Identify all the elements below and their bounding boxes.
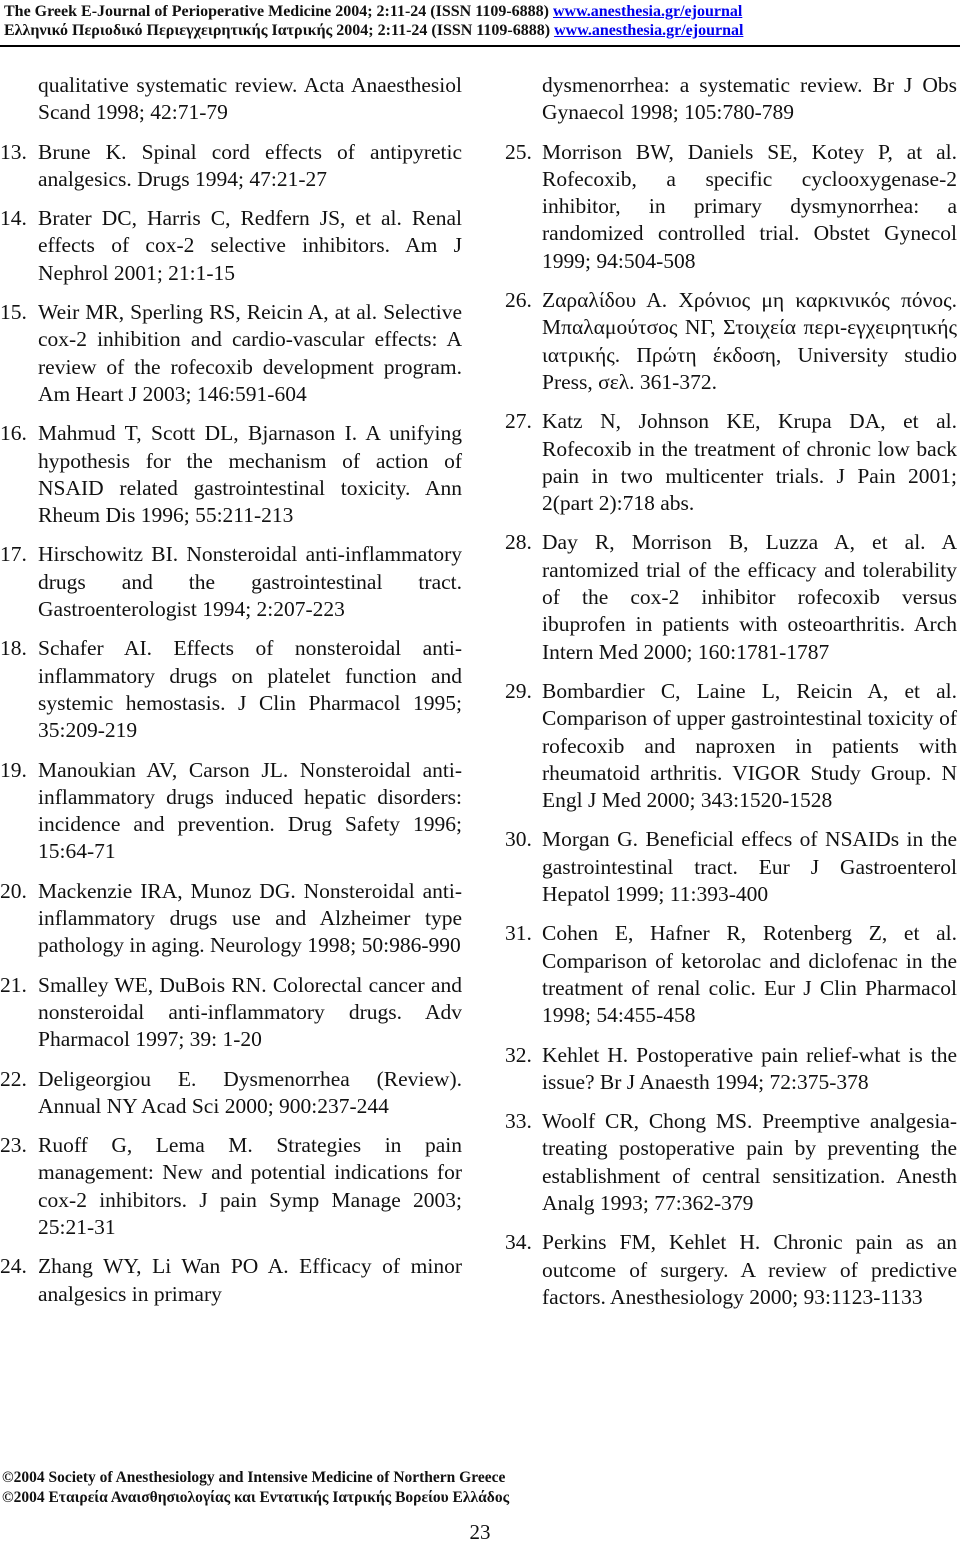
reference-continuation: qualitative systematic review. Acta Anaesthesiol Scand 1998; 42:71-79 xyxy=(38,73,462,125)
reference-text: Ruoff G, Lema M. Strategies in pain management: New and potential indications for cox-2 inhibitors. J pain Symp Manage 2003; 25:21-31 xyxy=(38,1133,462,1239)
reference-13 xyxy=(0,139,462,194)
reference-number: 28. xyxy=(505,530,532,555)
reference-text: Brater DC, Harris C, Redfern JS, et al. Renal effects of cox-2 selective inhibitors. Am J Nephrol 2001; 21:1-15 xyxy=(38,206,462,285)
reference-text: Perkins FM, Kehlet H. Chronic pain as an outcome of surgery. A review of predictive factors. Anesthesiology 2000; 93:1123-1133 xyxy=(542,1230,957,1309)
journal-header xyxy=(4,2,956,40)
reference-28 xyxy=(505,529,957,665)
reference-number: 20. xyxy=(0,878,27,903)
reference-23 xyxy=(0,1132,462,1241)
reference-number: 33. xyxy=(505,1109,532,1134)
reference-number: 18. xyxy=(0,636,27,661)
reference-25 xyxy=(505,139,957,275)
copyright-english: ©2004 Society of Anesthesiology and Intensive Medicine of Northern Greece xyxy=(2,1469,506,1486)
reference-33 xyxy=(505,1108,957,1217)
reference-text: Hirschowitz BI. Nonsteroidal anti-inflammatory drugs and the gastrointestinal tract. Gastroenterologist 1994; 2:207-223 xyxy=(38,542,462,622)
reference-34 xyxy=(505,1229,957,1311)
journal-link-greek[interactable]: www.anesthesia.gr/ejournal xyxy=(554,22,744,39)
reference-number: 30. xyxy=(505,827,532,852)
reference-text: Katz N, Johnson KE, Krupa DA, et al. Rofecoxib in the treatment of chronic low back pain in two multicenter trials. J Pain 2001; 2(part 2):718 abs. xyxy=(542,409,957,516)
reference-number: 17. xyxy=(0,542,27,567)
reference-number: 23. xyxy=(0,1133,27,1158)
reference-19 xyxy=(0,757,462,866)
journal-link-english[interactable]: www.anesthesia.gr/ejournal xyxy=(552,3,743,20)
reference-text: Mahmud T, Scott DL, Bjarnason I. A unifying hypothesis for the mechanism of action of NSAID related gastrointestinal toxicity. Ann Rheum Dis 1996; 55:211-213 xyxy=(38,421,462,528)
reference-20 xyxy=(0,878,462,960)
copyright-footer xyxy=(2,1468,509,1508)
reference-number: 26. xyxy=(505,288,532,313)
reference-17 xyxy=(0,541,462,623)
reference-text: Woolf CR, Chong MS. Preemptive analgesia-treating postoperative pain by preventing the establishment of central sensitization. Anesth Analg 1993; 77:362-379 xyxy=(542,1109,957,1215)
reference-18 xyxy=(0,635,462,744)
reference-text: Zhang WY, Li Wan PO A. Efficacy of minor analgesics in primary xyxy=(38,1254,462,1306)
reference-15 xyxy=(0,299,462,408)
reference-text: Bombardier C, Laine L, Reicin A, et al. Comparison of upper gastrointestinal toxicity of rofecoxib and naproxen in patients with rheumatoid arthritis. VIGOR Study Group. N Engl J Med 2000; 343:1520-1528 xyxy=(542,678,957,813)
header-divider xyxy=(0,45,960,47)
reference-29 xyxy=(505,678,957,814)
reference-number: 31. xyxy=(505,921,532,946)
reference-text: Schafer AI. Effects of nonsteroidal anti-inflammatory drugs on platelet function and systemic hemostasis. J Clin Pharmacol 1995; 35:209-219 xyxy=(38,636,462,743)
reference-16 xyxy=(0,420,462,529)
reference-continuation: dysmenorrhea: a systematic review. Br J Obs Gynaecol 1998; 105:780-789 xyxy=(542,73,957,125)
reference-number: 32. xyxy=(505,1042,532,1067)
header-line-greek-text: Ελληνικό Περιοδικό Περιεγχειρητικής Ιατρικής 2004; 2:11-24 (ISSN 1109-6888) xyxy=(4,22,555,39)
reference-number: 14. xyxy=(0,206,27,231)
reference-number: 19. xyxy=(0,757,27,782)
reference-text: Ζαραλίδου Α. Χρόνιος μη καρκινικός πόνος. Μπαλαμούτσος ΝΓ, Στοιχεία περι-εγχειρητικής ιατρικής. Πρώτη έκδοση, University studio Press, σελ. 361-372. xyxy=(542,288,957,394)
header-line-english xyxy=(4,2,956,21)
reference-text: Deligeorgiou E. Dysmenorrhea (Review). Annual NY Acad Sci 2000; 900:237-244 xyxy=(38,1066,462,1118)
reference-text: Smalley WE, DuBois RN. Colorectal cancer and nonsteroidal anti-inflammatory drugs. Adv Pharmacol 1997; 39: 1-20 xyxy=(38,972,462,1052)
reference-number: 16. xyxy=(0,421,27,446)
reference-number: 15. xyxy=(0,300,27,325)
reference-text: Brune K. Spinal cord effects of antipyretic analgesics. Drugs 1994; 47:21-27 xyxy=(38,139,462,191)
reference-number: 13. xyxy=(0,139,27,164)
reference-text: Manoukian AV, Carson JL. Nonsteroidal anti-inflammatory drugs induced hepatic disorders: incidence and prevention. Drug Safety 1996; 15:64-71 xyxy=(38,757,462,864)
reference-number: 25. xyxy=(505,139,532,164)
reference-number: 21. xyxy=(0,972,27,997)
reference-number: 34. xyxy=(505,1230,532,1255)
reference-text: Kehlet H. Postoperative pain relief-what is the issue? Br J Anaesth 1994; 72:375-378 xyxy=(542,1042,957,1094)
reference-text: Morgan G. Beneficial effecs of NSAIDs in the gastrointestinal tract. Eur J Gastroenterol Hepatol 1999; 11:393-400 xyxy=(542,827,957,907)
reference-14 xyxy=(0,205,462,287)
reference-24 xyxy=(0,1253,462,1308)
reference-22 xyxy=(0,1066,462,1121)
reference-21 xyxy=(0,972,462,1054)
page-number: 23 xyxy=(469,1520,491,1544)
reference-text: Weir MR, Sperling RS, Reicin A, at al. Selective cox-2 inhibition and cardio-vascular effects: A review of the rofecoxib development program. Am Heart J 2003; 146:591-604 xyxy=(38,300,462,406)
left-column xyxy=(0,72,462,1320)
copyright-greek: ©2004 Εταιρεία Αναισθησιολογίας και Εντατικής Ιατρικής Βορείου Ελλάδος xyxy=(2,1489,510,1506)
reference-31 xyxy=(505,920,957,1029)
reference-number: 29. xyxy=(505,678,532,703)
reference-number: 22. xyxy=(0,1066,27,1091)
header-line-english-text: The Greek E-Journal of Perioperative Medicine 2004; 2:11-24 (ISSN 1109-6888) xyxy=(4,3,553,20)
reference-text: Day R, Morrison B, Luzza A, et al. A rantomized trial of the efficacy and tolerability of the cox-2 inhibitor rofecoxib versus ibuprofen in patients with osteoarthritis. Arch Intern Med 2000; 160:1781-1787 xyxy=(542,530,957,664)
reference-27 xyxy=(505,408,957,517)
reference-number: 27. xyxy=(505,409,532,434)
reference-26 xyxy=(505,287,957,396)
reference-text: Mackenzie IRA, Munoz DG. Nonsteroidal anti-inflammatory drugs use and Alzheimer type pathology in aging. Neurology 1998; 50:986-990 xyxy=(38,878,462,958)
reference-text: Morrison BW, Daniels SE, Kotey P, at al. Rofecoxib, a specific cyclooxygenase-2 inhibitor, in primary dysmynorrhea: a randomized controlled trial. Obstet Gynecol 1999; 94:504-508 xyxy=(542,139,957,273)
reference-32 xyxy=(505,1042,957,1097)
right-column xyxy=(505,72,957,1323)
header-line-greek xyxy=(4,21,956,40)
reference-number: 24. xyxy=(0,1254,27,1279)
reference-text: Cohen E, Hafner R, Rotenberg Z, et al. Comparison of ketorolac and diclofenac in the treatment of renal colic. Eur J Clin Pharmacol 1998; 54:455-458 xyxy=(542,921,957,1028)
reference-30 xyxy=(505,826,957,908)
